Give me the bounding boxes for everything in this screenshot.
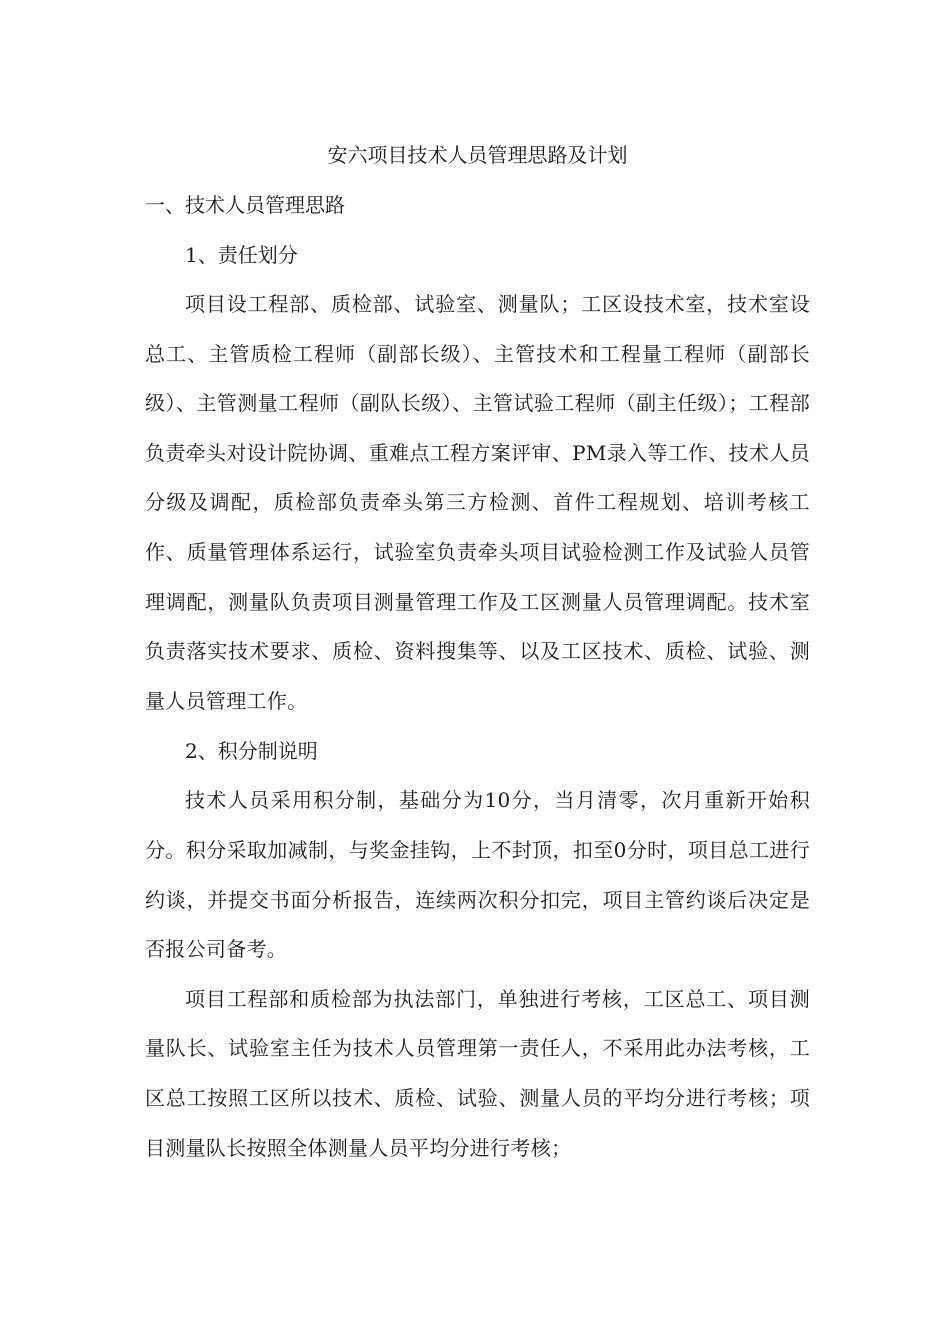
subsection-heading-1: 1、责任划分 xyxy=(185,243,298,267)
paragraph-responsibility: 项目设工程部、质检部、试验室、测量队；工区设技术室，技术室设总工、主管质检工程师（副部长级）、主管技术和工程量工程师（副部长级）、主管测量工程师（副队长级）、主管试验工程师（副主任级）；工程部负责牵头对设计院协调、重难点工程方案评审、PM录入等工作、技术人员分级及调配，质检部负责牵头第三方检测、首件工程规划、培训考核工作、质量管理体系运行，试验室负责牵头项目试验检测工作及试验人员管理调配，测量队负责项目测量管理工作及工区测量人员管理调配。技术室负责落实技术要求、质检、资料搜集等、以及工区技术、质检、试验、测量人员管理工作。 xyxy=(145,292,810,713)
document-page xyxy=(145,130,810,1173)
subsection-heading-2: 2、积分制说明 xyxy=(185,739,318,764)
document-title: 安六项目技术人员管理思路及计划 xyxy=(327,143,628,167)
paragraph-assessment: 项目工程部和质检部为执法部门，单独进行考核，工区总工、项目测量队长、试验室主任为技术人员管理第一责任人，不采用此办法考核，工区总工按照工区所以技术、质检、试验、测量人员的平均分进行考核；项目测量队长按照全体测量人员平均分进行考核； xyxy=(145,986,810,1160)
paragraph-points-system: 技术人员采用积分制，基础分为10分，当月清零，次月重新开始积分。积分采取加减制，与奖金挂钩，上不封顶，扣至0分时，项目总工进行约谈，并提交书面分析报告，连续两次积分扣完，项目主管约谈后决定是否报公司备考。 xyxy=(145,788,810,962)
section-heading-1: 一、技术人员管理思路 xyxy=(145,193,345,217)
